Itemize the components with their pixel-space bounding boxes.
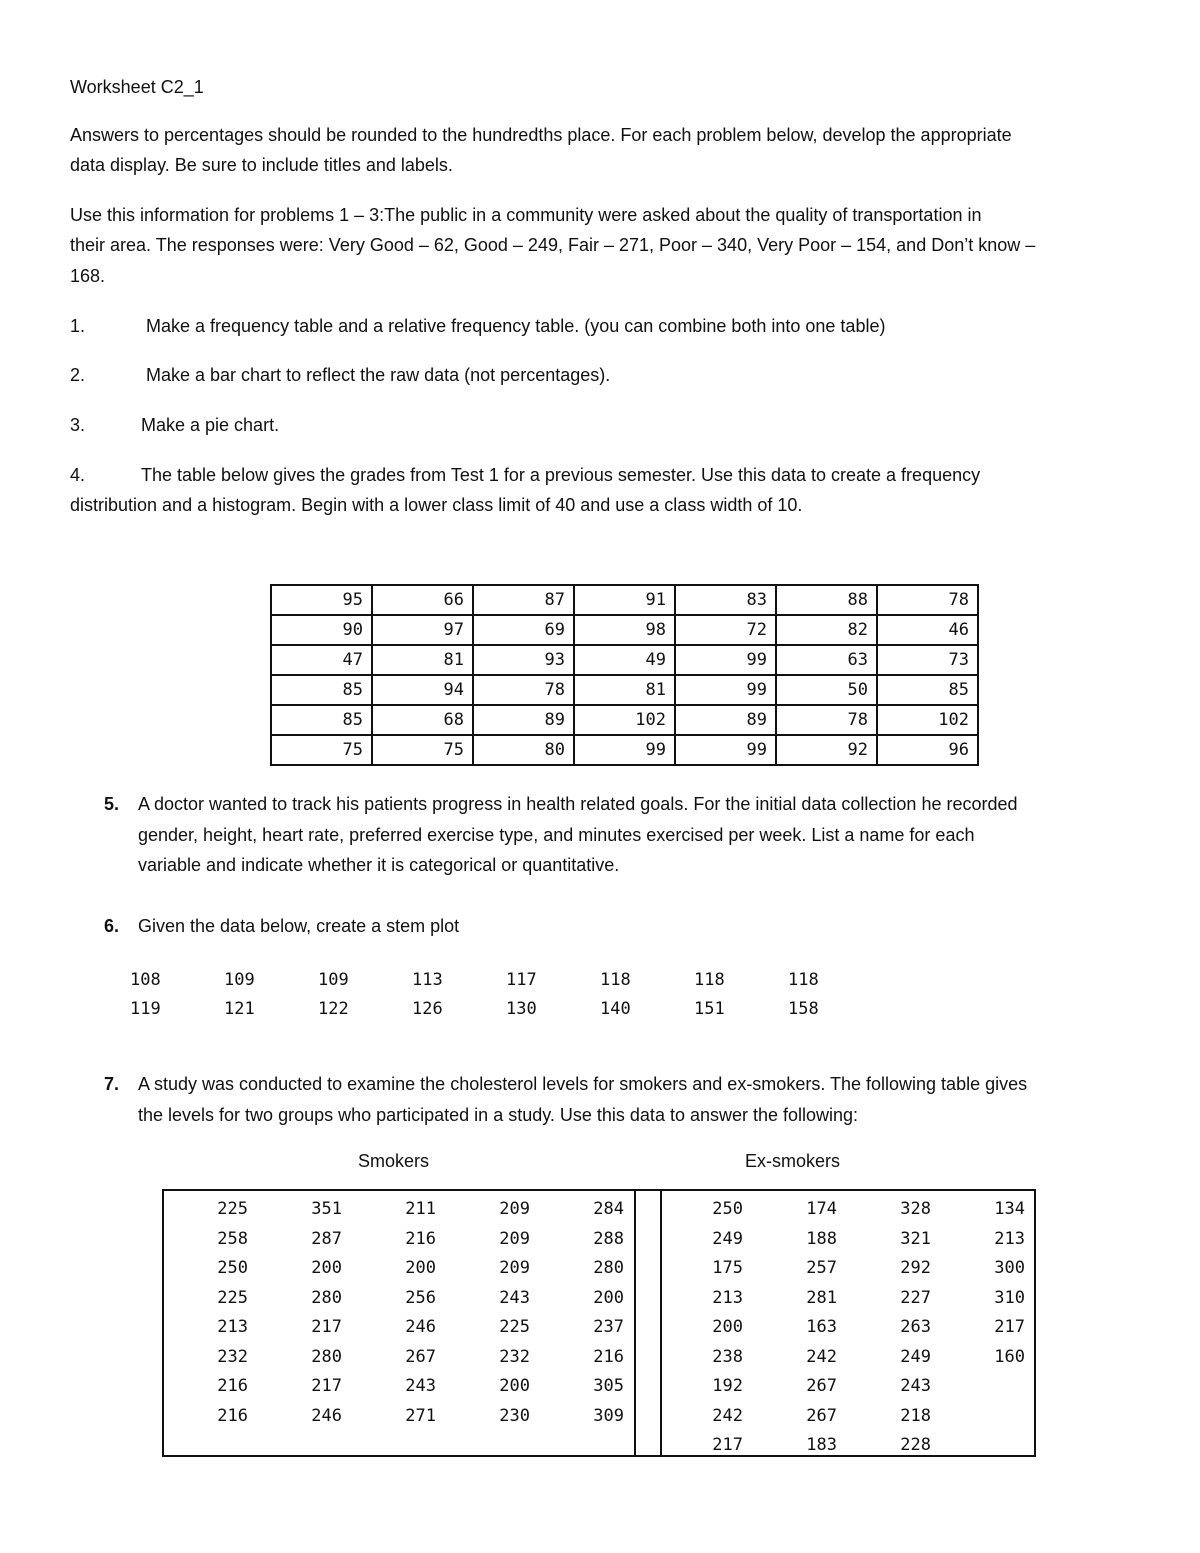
table-cell: 89: [473, 705, 574, 735]
table-cell: 238: [712, 1346, 743, 1367]
table-cell: 72: [675, 615, 776, 645]
table-row: [154, 1313, 624, 1343]
table-cell: 192: [712, 1376, 743, 1396]
table-row: [649, 1431, 1025, 1461]
table-cell: 85: [877, 675, 978, 705]
problem-text: Make a bar chart to reflect the raw data (not percentages).: [146, 365, 611, 385]
data-value: 113: [412, 970, 443, 990]
table-cell: 82: [776, 615, 877, 645]
table-row: [271, 645, 978, 675]
table-cell: 292: [900, 1258, 931, 1278]
table-cell: 230: [499, 1405, 530, 1426]
problem-7: [104, 1069, 1027, 1099]
table-cell: 81: [372, 645, 473, 675]
table-cell: 217: [712, 1435, 743, 1455]
page-title: Worksheet C2_1: [70, 77, 204, 97]
smokers-data: [154, 1195, 624, 1431]
table-cell: 175: [712, 1258, 743, 1278]
problem-3: [70, 410, 279, 440]
table-cell: 225: [499, 1317, 530, 1337]
table-cell: 63: [776, 645, 877, 675]
exsmokers-data: [649, 1195, 1025, 1461]
table-cell: 280: [311, 1287, 342, 1308]
table-cell: 263: [900, 1317, 931, 1337]
table-cell: 232: [499, 1346, 530, 1367]
table-cell: 46: [877, 615, 978, 645]
table-cell: 102: [877, 705, 978, 735]
problem-1: [70, 311, 885, 341]
stem-plot-data: [130, 966, 882, 1024]
table-cell: 305: [593, 1376, 624, 1396]
table-cell: 85: [271, 705, 372, 735]
table-cell: 232: [217, 1346, 248, 1367]
table-cell: 256: [405, 1287, 436, 1308]
data-value: 118: [694, 970, 725, 990]
data-value: 109: [224, 970, 255, 990]
table-cell: 243: [499, 1287, 530, 1308]
table-cell: [931, 1402, 1025, 1432]
table-cell: 280: [311, 1346, 342, 1367]
table-cell: 280: [593, 1258, 624, 1278]
table-cell: 99: [574, 735, 675, 765]
data-value: 158: [788, 999, 819, 1019]
table-cell: 99: [675, 675, 776, 705]
problem-number: 7.: [104, 1074, 120, 1094]
table-cell: 200: [311, 1258, 342, 1278]
table-cell: [931, 1372, 1025, 1402]
table-row: [649, 1313, 1025, 1343]
table-cell: 228: [900, 1435, 931, 1455]
problem-text: Make a frequency table and a relative frequency table. (you can combine both into one table): [146, 316, 886, 336]
table-row: [649, 1225, 1025, 1255]
table-cell: 225: [217, 1287, 248, 1308]
data-row: [130, 966, 882, 995]
problem-5: [104, 789, 1018, 819]
problem-5-line-2: gender, height, heart rate, preferred exercise type, and minutes exercised per week. List a name for each: [138, 825, 975, 845]
table-cell: 216: [593, 1346, 624, 1367]
table-cell: 95: [271, 585, 372, 615]
problem-2: [70, 360, 610, 390]
table-row: [154, 1343, 624, 1373]
table-row: [649, 1402, 1025, 1432]
table-cell: 257: [806, 1258, 837, 1278]
table-cell: 281: [806, 1287, 837, 1308]
table-cell: 78: [776, 705, 877, 735]
table-cell: 78: [877, 585, 978, 615]
table-cell: 89: [675, 705, 776, 735]
table-cell: 75: [271, 735, 372, 765]
problem-number: 6.: [104, 916, 120, 936]
table-cell: 242: [806, 1346, 837, 1367]
table-row: [271, 705, 978, 735]
table-row: [649, 1284, 1025, 1314]
table-cell: 217: [311, 1376, 342, 1396]
table-cell: 163: [806, 1317, 837, 1337]
table-cell: 73: [877, 645, 978, 675]
table-row: [271, 735, 978, 765]
table-cell: 288: [593, 1228, 624, 1249]
table-cell: 88: [776, 585, 877, 615]
table-cell: 92: [776, 735, 877, 765]
problem-6: [104, 911, 459, 941]
table-cell: 102: [574, 705, 675, 735]
table-cell: 213: [712, 1287, 743, 1308]
table-cell: 218: [900, 1405, 931, 1426]
data-value: 119: [130, 999, 161, 1019]
table-cell: 174: [806, 1199, 837, 1219]
table-cell: 47: [271, 645, 372, 675]
table-cell: 287: [311, 1228, 342, 1249]
table-cell: 183: [806, 1435, 837, 1455]
data-value: 130: [506, 999, 537, 1019]
cholesterol-table: [162, 1189, 1036, 1457]
table-cell: 213: [217, 1317, 248, 1337]
grades-table: [270, 584, 979, 766]
table-row: [271, 585, 978, 615]
table-cell: 134: [994, 1199, 1025, 1219]
table-cell: 300: [994, 1258, 1025, 1278]
table-cell: 267: [806, 1405, 837, 1426]
problem-4: [70, 460, 980, 490]
table-cell: 75: [372, 735, 473, 765]
table-cell: 258: [217, 1228, 248, 1249]
data-value: 122: [318, 999, 349, 1019]
table-cell: 246: [311, 1405, 342, 1426]
problem-text: The table below gives the grades from Test 1 for a previous semester. Use this data to create a frequency: [141, 465, 981, 485]
table-cell: 246: [405, 1317, 436, 1337]
table-cell: 250: [217, 1258, 248, 1278]
table-cell: 309: [593, 1405, 624, 1426]
exsmokers-label: Ex-smokers: [745, 1151, 841, 1171]
problem-number: 3.: [70, 415, 86, 435]
problem-text: A doctor wanted to track his patients progress in health related goals. For the initial data collection he recorded: [138, 794, 1018, 814]
table-cell: 250: [712, 1199, 743, 1219]
data-value: 117: [506, 970, 537, 990]
table-cell: 99: [675, 735, 776, 765]
table-row: [649, 1195, 1025, 1225]
table-cell: 99: [675, 645, 776, 675]
table-cell: 83: [675, 585, 776, 615]
table-cell: 93: [473, 645, 574, 675]
column-divider: [634, 1191, 636, 1455]
table-row: [154, 1254, 624, 1284]
table-cell: 200: [499, 1376, 530, 1396]
table-cell: 284: [593, 1199, 624, 1219]
table-cell: 78: [473, 675, 574, 705]
intro-line-1: Answers to percentages should be rounded to the hundredths place. For each problem below, develop the appropriate: [70, 125, 1012, 145]
table-cell: 69: [473, 615, 574, 645]
table-cell: 200: [405, 1258, 436, 1278]
table-cell: 213: [994, 1228, 1025, 1249]
data-value: 126: [412, 999, 443, 1019]
table-cell: 85: [271, 675, 372, 705]
info-line-2: their area. The responses were: Very Good – 62, Good – 249, Fair – 271, Poor – 340, Very Poor – 154, and Don’t know –: [70, 235, 1036, 255]
table-cell: 216: [217, 1376, 248, 1396]
table-cell: 209: [499, 1228, 530, 1249]
table-cell: 81: [574, 675, 675, 705]
table-cell: 49: [574, 645, 675, 675]
table-cell: 200: [712, 1317, 743, 1337]
table-row: [154, 1372, 624, 1402]
table-cell: 242: [712, 1405, 743, 1426]
table-cell: 310: [994, 1287, 1025, 1308]
table-cell: 225: [217, 1199, 248, 1219]
table-cell: 237: [593, 1317, 624, 1337]
table-cell: 216: [405, 1228, 436, 1249]
table-row: [649, 1372, 1025, 1402]
table-cell: 91: [574, 585, 675, 615]
problem-number: 5.: [104, 794, 120, 814]
problem-5-line-3: variable and indicate whether it is categorical or quantitative.: [138, 855, 620, 875]
table-row: [271, 615, 978, 645]
table-row: [154, 1284, 624, 1314]
table-cell: 249: [712, 1228, 743, 1249]
table-cell: 160: [994, 1346, 1025, 1367]
problem-7-line-2: the levels for two groups who participated in a study. Use this data to answer the following:: [138, 1105, 859, 1125]
problem-text: Make a pie chart.: [141, 415, 280, 435]
table-row: [154, 1225, 624, 1255]
data-value: 151: [694, 999, 725, 1019]
table-cell: 200: [593, 1287, 624, 1308]
table-cell: 351: [311, 1199, 342, 1219]
table-cell: 321: [900, 1228, 931, 1249]
table-cell: 90: [271, 615, 372, 645]
problem-number: 4.: [70, 465, 86, 485]
data-value: 140: [600, 999, 631, 1019]
intro-line-2: data display. Be sure to include titles and labels.: [70, 155, 453, 175]
table-cell: 80: [473, 735, 574, 765]
table-cell: 249: [900, 1346, 931, 1367]
table-cell: 211: [405, 1199, 436, 1219]
problem-text: A study was conducted to examine the cholesterol levels for smokers and ex-smokers. The following table gives: [138, 1074, 1028, 1094]
table-cell: 209: [499, 1258, 530, 1278]
table-cell: 50: [776, 675, 877, 705]
table-cell: 87: [473, 585, 574, 615]
table-cell: 188: [806, 1228, 837, 1249]
table-cell: 267: [806, 1376, 837, 1396]
table-cell: 271: [405, 1405, 436, 1426]
table-cell: [931, 1431, 1025, 1461]
problem-text: Given the data below, create a stem plot: [138, 916, 460, 936]
table-row: [649, 1254, 1025, 1284]
table-cell: 243: [405, 1376, 436, 1396]
problem-number: 2.: [70, 365, 86, 385]
table-cell: 267: [405, 1346, 436, 1367]
table-cell: 68: [372, 705, 473, 735]
table-cell: 98: [574, 615, 675, 645]
table-cell: 94: [372, 675, 473, 705]
table-row: [649, 1343, 1025, 1373]
data-row: [130, 995, 882, 1024]
data-value: 109: [318, 970, 349, 990]
table-row: [154, 1402, 624, 1432]
table-cell: 209: [499, 1199, 530, 1219]
data-value: 118: [600, 970, 631, 990]
table-cell: 217: [994, 1317, 1025, 1337]
data-value: 121: [224, 999, 255, 1019]
table-cell: 66: [372, 585, 473, 615]
table-cell: 96: [877, 735, 978, 765]
info-line-3: 168.: [70, 266, 106, 286]
smokers-label: Smokers: [358, 1151, 430, 1171]
problem-number: 1.: [70, 316, 86, 336]
table-cell: 217: [311, 1317, 342, 1337]
table-row: [154, 1195, 624, 1225]
problem-4-line-2: distribution and a histogram. Begin with a lower class limit of 40 and use a class width of 10.: [70, 495, 803, 515]
table-cell: 216: [217, 1405, 248, 1426]
info-line-1: Use this information for problems 1 – 3:The public in a community were asked about the quality of transportation in: [70, 205, 982, 225]
table-cell: 227: [900, 1287, 931, 1308]
table-cell: 97: [372, 615, 473, 645]
table-cell: 243: [900, 1376, 931, 1396]
data-value: 118: [788, 970, 819, 990]
data-value: 108: [130, 970, 161, 990]
table-row: [271, 675, 978, 705]
table-cell: 328: [900, 1199, 931, 1219]
